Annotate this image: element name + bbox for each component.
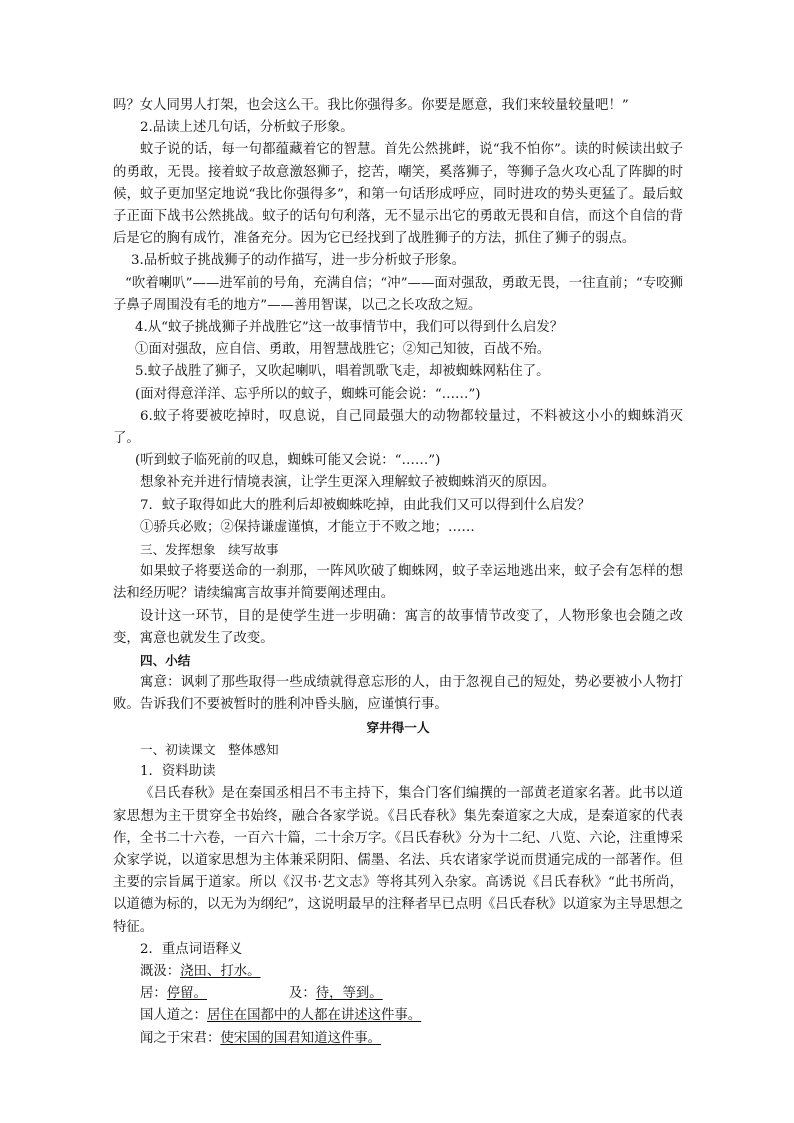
term: 居： xyxy=(140,986,167,1002)
term-definition: 待，等到。 xyxy=(315,986,383,1002)
section-heading: 四、小结 xyxy=(140,653,191,669)
paragraph: 如果蚊子将要送命的一刹那，一阵风吹破了蜘蛛网，蚊子幸运地逃出来，蚊子会有怎样的想法和经历呢？请续编寓言故事并简要阐述理由。 xyxy=(113,564,683,602)
definition-row xyxy=(113,983,683,1005)
section-heading: 一、初读课文 整体感知 xyxy=(140,741,279,757)
question-heading: 3.品析蚊子挑战狮子的动作描写，进一步分析蚊子形象。 xyxy=(131,253,466,269)
term: 国人道之： xyxy=(140,1008,207,1024)
term: 闻之于宋君： xyxy=(140,1030,221,1046)
term: 及： xyxy=(288,986,316,1002)
subsection-heading: 2．重点词语释义 xyxy=(140,941,243,957)
paragraph: 5.蚊子战胜了狮子，又吹起喇叭，唱着凯歌飞走，却被蜘蛛网粘住了。 xyxy=(135,364,550,380)
question-heading: 4.从“蚊子挑战狮子并战胜它”这一故事情节中，我们可以得到什么启发？ xyxy=(135,320,564,336)
paragraph: 设计这一环节，目的是使学生进一步明确：寓言的故事情节改变了，人物形象也会随之改变，寓意也就发生了改变。 xyxy=(113,608,683,646)
lesson-title: 穿井得一人 xyxy=(366,719,430,735)
paragraph: “吹着喇叭”——进军前的号角，充满自信；“冲”——面对强敌，勇敢无畏，一往直前；“专咬狮子鼻子周围没有毛的地方”——善用智谋，以己之长攻敌之短。 xyxy=(113,275,683,313)
paragraph: (面对得意洋洋、忘乎所以的蚊子，蜘蛛可能会说：“……”) xyxy=(135,386,481,402)
paragraph: 《吕氏春秋》是在秦国丞相吕不韦主持下，集合门客们编撰的一部黄老道家名著。此书以道家思想为主干贯穿全书始终，融合各家学说。《吕氏春秋》集先秦道家之大成，是秦道家的代表作，全书二十六卷，一百六十篇，二十余万字。《吕氏春秋》分为十二纪、八览、六论，注重博采众家学说，以道家思想为主体兼采阴阳、儒墨、名法、兵农诸家学说而贯通完成的一部著作。但主要的宗旨属于道家。所以《汉书·艺文志》等将其列入杂家。高诱说《吕氏春秋》“此书所尚，以道德为标的，以无为为纲纪”，这说明最早的注释者早已点明《吕氏春秋》以道家为主导思想之特征。 xyxy=(113,786,683,935)
section-heading: 三、发挥想象 续写故事 xyxy=(140,542,279,558)
document-page xyxy=(113,95,683,1050)
paragraph: (听到蚊子临死前的叹息，蜘蛛可能又会说：“……”) xyxy=(135,453,441,469)
paragraph: ①骄兵必败；②保持谦虚谨慎，才能立于不败之地；…… xyxy=(140,519,475,535)
term-definition: 停留。 xyxy=(166,986,207,1002)
paragraph: 6.蚊子将要被吃掉时，叹息说，自己同最强大的动物都较量过，不料被这小小的蜘蛛消灭了。 xyxy=(113,408,683,447)
term-definition: 使宋国的国君知道这件事。 xyxy=(220,1030,382,1046)
paragraph: 吗？女人同男人打架，也会这么干。我比你强得多。你要是愿意，我们来较量较量吧！” xyxy=(113,98,629,113)
paragraph: 想象补充并进行情境表演，让学生更深入理解蚊子被蜘蛛消灭的原因。 xyxy=(140,475,556,491)
paragraph: 寓意：讽刺了那些取得一些成绩就得意忘形的人，由于忽视自己的短处，势必要被小人物打败。告诉我们不要被暂时的胜利冲昏头脑，应谨慎行事。 xyxy=(113,675,683,713)
subsection-heading: 1．资料助读 xyxy=(140,764,216,780)
question-heading: 7．蚊子取得如此大的胜利后却被蜘蛛吃掉，由此我们又可以得到什么启发？ xyxy=(140,497,591,513)
term-definition: 居住在国都中的人都在讲述这件事。 xyxy=(206,1008,422,1024)
definition-row xyxy=(113,1028,683,1050)
paragraph: 蚊子说的话，每一句都蕴藏着它的智慧。首先公然挑衅，说“我不怕你”。读的时候读出蚊子的勇敢，无畏。接着蚊子故意激怒狮子，挖苦，嘲笑，奚落狮子，等狮子急火攻心乱了阵脚的时候，蚊子更加坚定地说“我比你强得多”，和第一句话形成呼应，同时进攻的势头更猛了。最后蚊子正面下战书公然挑战。蚊子的话句句利落，无不显示出它的勇敢无畏和自信，而这个自信的背后是它的胸有成竹，准备充分。因为它已经找到了战胜狮子的方法，抓住了狮子的弱点。 xyxy=(113,142,683,247)
term-definition: 浇田、打水。 xyxy=(180,963,261,979)
definition-row xyxy=(113,1005,683,1027)
paragraph: ①面对强敌，应自信、勇敢，用智慧战胜它；②知己知彼，百战不殆。 xyxy=(135,342,551,358)
term: 溉汲： xyxy=(140,963,181,979)
definition-row xyxy=(113,961,683,983)
question-heading: 2.品读上述几句话，分析蚊子形象。 xyxy=(140,120,354,136)
